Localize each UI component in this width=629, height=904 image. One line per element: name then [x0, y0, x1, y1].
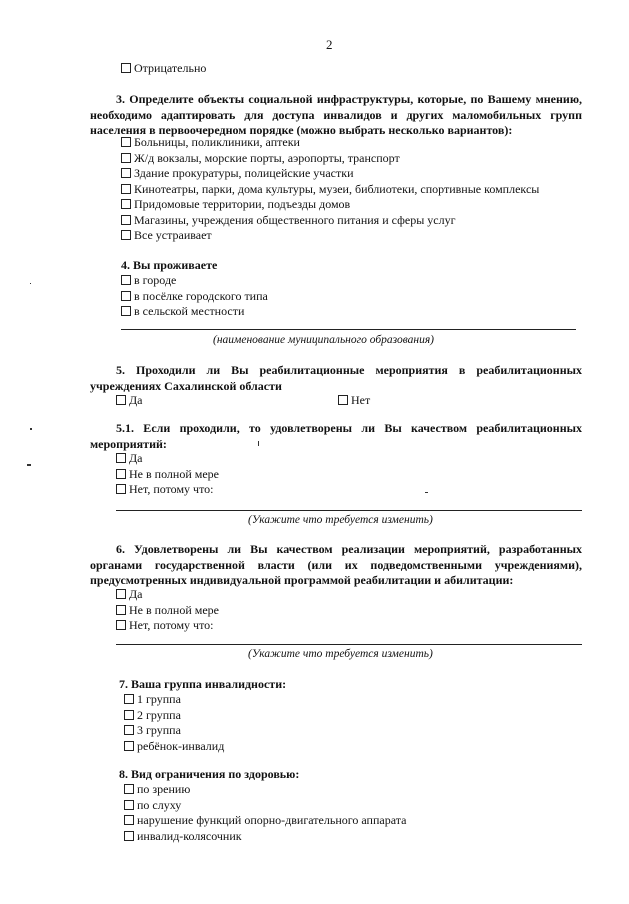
question-3-options: [121, 135, 539, 244]
option-label: Да: [129, 393, 143, 407]
improvement-caption: (Укажите что требуется изменить): [248, 514, 433, 526]
checkbox-icon[interactable]: [338, 395, 348, 405]
scan-speck: [425, 492, 428, 493]
checkbox-icon[interactable]: [116, 453, 126, 463]
checkbox-option[interactable]: [116, 587, 219, 603]
option-label: Больницы, поликлиники, аптеки: [134, 135, 300, 149]
checkbox-option[interactable]: [121, 273, 268, 289]
option-label: инвалид-колясочник: [137, 828, 242, 843]
option-label: Ж/д вокзалы, морские порты, аэропорты, транспорт: [134, 150, 400, 165]
option-label: Да: [129, 587, 143, 601]
checkbox-option[interactable]: [121, 166, 539, 182]
option-label: Придомовые территории, подъезды домов: [134, 197, 351, 211]
scan-speck: [258, 441, 259, 446]
checkbox-option[interactable]: [121, 289, 268, 305]
checkbox-option[interactable]: [121, 182, 539, 198]
page-number: 2: [326, 37, 333, 52]
scan-speck: [30, 283, 31, 284]
checkbox-icon[interactable]: [116, 605, 126, 615]
question-6-title: 6. Удовлетворены ли Вы качеством реализации мероприятий, разработанных органами государственной власти (или их подведомственными учреждениями), предусмотренных индивидуальной программой реабилитации и абилитации:: [90, 542, 582, 587]
option-label: Да: [129, 451, 143, 465]
option-label: Магазины, учреждения общественного питания и сферы услуг: [134, 212, 456, 227]
option-label: в сельской местности: [134, 304, 245, 318]
checkbox-icon[interactable]: [116, 589, 126, 599]
checkbox-icon[interactable]: [121, 168, 131, 178]
checkbox-option[interactable]: [124, 782, 406, 798]
option-label: Не в полной мере: [129, 466, 219, 481]
checkbox-option[interactable]: [116, 603, 219, 619]
checkbox-icon[interactable]: [121, 199, 131, 209]
checkbox-option[interactable]: [124, 692, 224, 708]
checkbox-option[interactable]: [124, 813, 406, 829]
option-label: Отрицательно: [134, 61, 207, 75]
improvement-caption-2: (Укажите что требуется изменить): [248, 648, 433, 660]
option-label: Все устраивает: [134, 228, 212, 242]
checkbox-icon[interactable]: [121, 306, 131, 316]
question-5-1-options: [116, 451, 219, 498]
municipality-caption: (наименование муниципального образования): [213, 334, 435, 346]
option-label: в городе: [134, 273, 177, 287]
checkbox-icon[interactable]: [121, 153, 131, 163]
checkbox-option[interactable]: [116, 618, 219, 634]
question-7-options: [124, 692, 224, 754]
improvement-input-line-2[interactable]: [116, 644, 582, 645]
checkbox-option[interactable]: [121, 197, 539, 213]
question-3-title: 3. Определите объекты социальной инфраструктуры, которые, по Вашему мнению, необходимо адаптировать для доступа инвалидов и других маломобильных групп населения в первоочередном порядке (можно выбрать несколько вариантов):: [90, 92, 582, 137]
checkbox-option[interactable]: [124, 829, 406, 845]
checkbox-icon[interactable]: [121, 275, 131, 285]
checkbox-option[interactable]: [124, 739, 224, 755]
checkbox-icon[interactable]: [124, 741, 134, 751]
checkbox-icon[interactable]: [124, 694, 134, 704]
checkbox-option[interactable]: [116, 451, 219, 467]
question-4-options: [121, 273, 268, 320]
checkbox-option[interactable]: [121, 135, 539, 151]
question-5-title: 5. Проходили ли Вы реабилитационные мероприятия в реабилитационных учреждениях Сахалинской области: [90, 363, 582, 393]
question-7-title: 7. Ваша группа инвалидности:: [119, 677, 287, 691]
checkbox-option-negative[interactable]: [121, 61, 206, 77]
checkbox-option[interactable]: [121, 213, 539, 229]
checkbox-icon[interactable]: [121, 291, 131, 301]
checkbox-icon[interactable]: [121, 230, 131, 240]
checkbox-option[interactable]: [124, 708, 224, 724]
option-label: 1 группа: [137, 692, 181, 706]
question-4-title: 4. Вы проживаете: [121, 258, 218, 272]
option-label: ребёнок-инвалид: [137, 738, 225, 753]
option-label: 3 группа: [137, 723, 181, 737]
checkbox-icon[interactable]: [116, 484, 126, 494]
checkbox-option[interactable]: [124, 723, 224, 739]
question-5-1-title: 5.1. Если проходили, то удовлетворены ли Вы качеством реабилитационных мероприятий:: [90, 421, 582, 451]
checkbox-icon[interactable]: [121, 184, 131, 194]
option-label: по зрению: [137, 782, 191, 796]
option-label: Нет, потому что:: [129, 482, 214, 496]
checkbox-icon[interactable]: [124, 710, 134, 720]
checkbox-option[interactable]: [121, 151, 539, 167]
question-8-options: [124, 782, 406, 844]
checkbox-option-yes[interactable]: [116, 393, 143, 409]
option-label: Кинотеатры, парки, дома культуры, музеи, библиотеки, спортивные комплексы: [134, 181, 540, 196]
checkbox-option[interactable]: [121, 228, 539, 244]
checkbox-option[interactable]: [116, 482, 219, 498]
option-label: нарушение функций опорно-двигательного аппарата: [137, 813, 407, 827]
option-label: 2 группа: [137, 707, 181, 722]
option-label: по слуху: [137, 797, 182, 812]
checkbox-icon[interactable]: [121, 137, 131, 147]
improvement-input-line[interactable]: [116, 510, 582, 511]
checkbox-option[interactable]: [116, 467, 219, 483]
checkbox-icon[interactable]: [124, 784, 134, 794]
checkbox-icon[interactable]: [124, 800, 134, 810]
question-6-options: [116, 587, 219, 634]
option-label: Не в полной мере: [129, 602, 219, 617]
option-label: Нет: [351, 393, 371, 407]
checkbox-icon[interactable]: [116, 620, 126, 630]
checkbox-icon[interactable]: [124, 831, 134, 841]
option-label: в посёлке городского типа: [134, 288, 268, 303]
option-label: Нет, потому что:: [129, 618, 214, 632]
checkbox-option-no[interactable]: [338, 393, 370, 409]
checkbox-icon[interactable]: [116, 469, 126, 479]
question-8-title: 8. Вид ограничения по здоровью:: [119, 767, 300, 781]
checkbox-icon[interactable]: [121, 215, 131, 225]
municipality-input-line[interactable]: [121, 329, 576, 330]
option-label: Здание прокуратуры, полицейские участки: [134, 166, 354, 180]
checkbox-icon[interactable]: [124, 725, 134, 735]
checkbox-icon[interactable]: [124, 815, 134, 825]
checkbox-icon[interactable]: [116, 395, 126, 405]
checkbox-icon[interactable]: [121, 63, 131, 73]
checkbox-option[interactable]: [124, 798, 406, 814]
checkbox-option[interactable]: [121, 304, 268, 320]
scan-speck: [30, 428, 32, 430]
scan-speck: [27, 464, 31, 466]
